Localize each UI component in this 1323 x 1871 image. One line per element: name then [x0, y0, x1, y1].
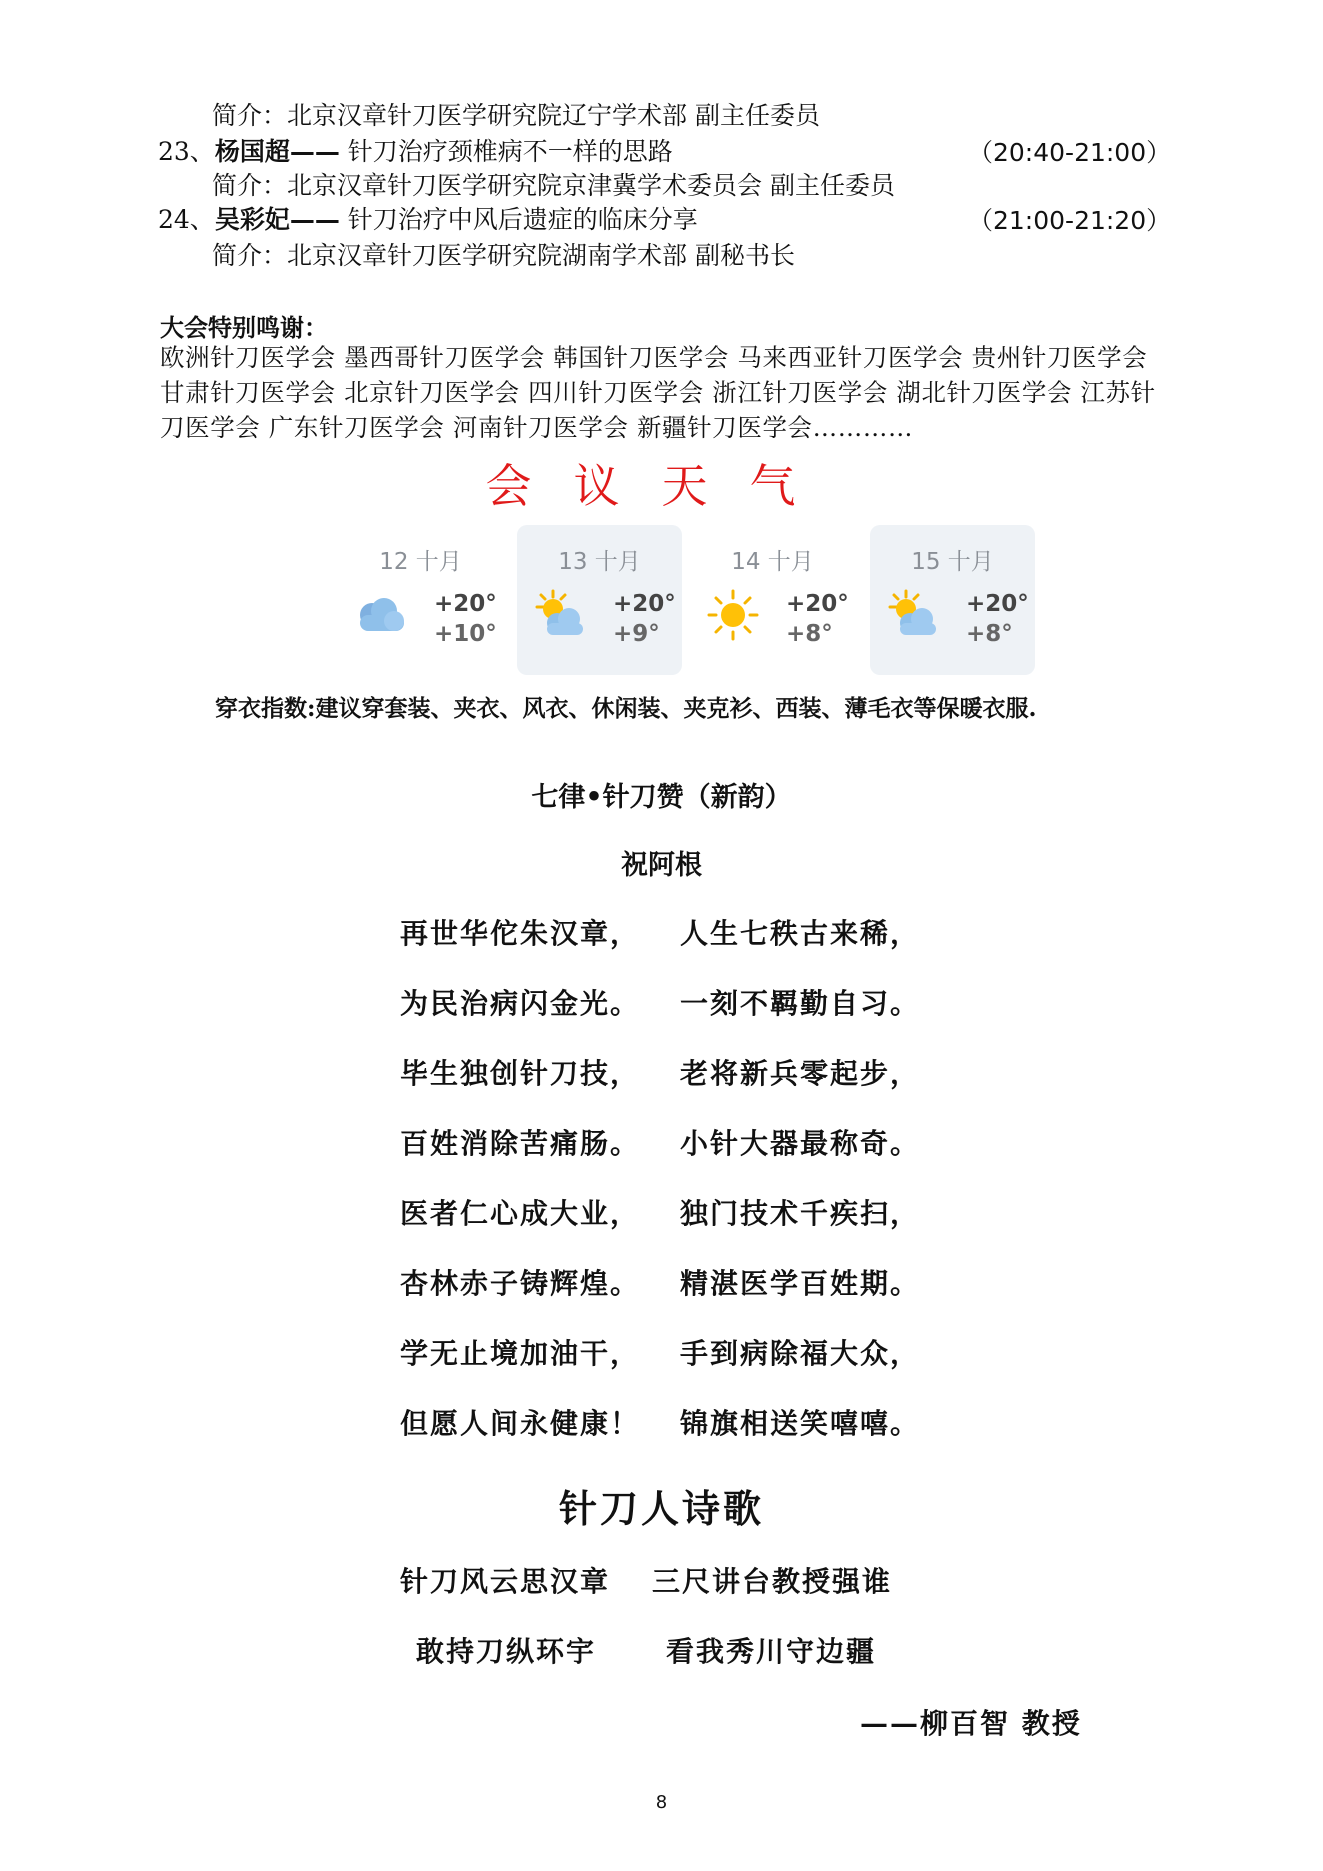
poem-line-right-7: 手到病除福大众，: [680, 1337, 921, 1370]
sun-cloud-icon: [529, 587, 591, 643]
speaker-number: 24、: [158, 205, 215, 234]
poem-line-left-7: 学无止境加油干，: [400, 1337, 641, 1370]
weather-date: 12 十月: [379, 549, 462, 575]
poem-line-right-5: 独门技术千疾扫，: [680, 1197, 921, 1230]
speaker-24-line: [158, 200, 698, 236]
poem-line-left-2: 为民治病闪金光。: [400, 987, 641, 1020]
poem-line-left-3: 毕生独创针刀技，: [400, 1057, 641, 1090]
speaker-23-time: （20:40-21:00）: [968, 138, 1172, 167]
sun-cloud-icon: [882, 587, 944, 643]
poem-line-right-2: 一刻不羁勤自习。: [680, 987, 921, 1020]
talk-topic: 针刀治疗中风后遗症的临床分享: [347, 205, 698, 234]
poem-line-left-6: 杏林赤子铸辉煌。: [400, 1267, 641, 1300]
song-line-2b: 看我秀川守边疆: [666, 1635, 877, 1668]
thanks-title: 大会特别鸣谢：: [160, 313, 328, 342]
speaker-23-intro: 简介：北京汉章针刀医学研究院京津冀学术委员会 副主任委员: [212, 171, 895, 200]
clothing-index: 穿衣指数:建议穿套装、夹衣、风衣、休闲装、夹克衫、西装、薄毛衣等保暖衣服.: [215, 695, 1037, 722]
poem-line-right-1: 人生七秩古来稀，: [680, 917, 921, 950]
speaker-24-time: （21:00-21:20）: [968, 206, 1172, 235]
weather-high: +20°: [434, 591, 497, 617]
sun-icon: [702, 587, 764, 643]
poem-line-left-8: 但愿人间永健康！: [400, 1407, 641, 1440]
weather-date: 14 十月: [731, 549, 814, 575]
weather-title: 会议天气: [485, 459, 838, 513]
poem-line-right-6: 精湛医学百姓期。: [680, 1267, 921, 1300]
page-number: 8: [655, 1792, 668, 1813]
speaker-name: 杨国超——: [214, 137, 340, 166]
weather-card-day3: [690, 525, 855, 675]
poem-line-right-3: 老将新兵零起步，: [680, 1057, 921, 1090]
weather-low: +9°: [613, 621, 660, 647]
cloud-icon: [350, 587, 412, 643]
weather-date: 15 十月: [911, 549, 994, 575]
song-title: 针刀人诗歌: [558, 1486, 764, 1531]
song-line-1a: 针刀风云思汉章: [400, 1565, 611, 1598]
thanks-body: 欧洲针刀医学会 墨西哥针刀医学会 韩国针刀医学会 马来西亚针刀医学会 贵州针刀医学会 甘肃针刀医学会 北京针刀医学会 四川针刀医学会 浙江针刀医学会 湖北针刀医学会 江苏针刀医学会 广东针刀医学会 河南针刀医学会 新疆针刀医学会…………: [160, 343, 1156, 442]
speaker-number: 23、: [158, 137, 215, 166]
poem-title: 七律•针刀赞（新韵）: [531, 782, 792, 813]
song-author: ——柳百智 教授: [860, 1707, 1082, 1740]
weather-card-day2: [517, 525, 682, 675]
speaker-22-intro: 简介：北京汉章针刀医学研究院辽宁学术部 副主任委员: [212, 101, 820, 130]
speaker-24-intro: 简介：北京汉章针刀医学研究院湖南学术部 副秘书长: [212, 241, 795, 270]
speaker-23-line: [158, 132, 673, 168]
weather-card-day4: [870, 525, 1035, 675]
song-line-2a: 敢持刀纵环宇: [416, 1635, 597, 1668]
weather-high: +20°: [786, 591, 849, 617]
speaker-name: 吴彩妃——: [214, 205, 340, 234]
talk-topic: 针刀治疗颈椎病不一样的思路: [347, 137, 673, 166]
weather-date: 13 十月: [558, 549, 641, 575]
poem-line-left-1: 再世华佗朱汉章，: [400, 917, 641, 950]
poem-line-right-4: 小针大器最称奇。: [680, 1127, 921, 1160]
song-line-1b: 三尺讲台教授强谁: [652, 1565, 893, 1598]
weather-card-day1: [338, 525, 503, 675]
poem-line-right-8: 锦旗相送笑嘻嘻。: [680, 1407, 921, 1440]
poem-author: 祝阿根: [621, 850, 702, 881]
poem-line-left-4: 百姓消除苦痛肠。: [400, 1127, 641, 1160]
weather-low: +8°: [786, 621, 833, 647]
poem-line-left-5: 医者仁心成大业，: [400, 1197, 641, 1230]
weather-low: +10°: [434, 621, 497, 647]
weather-low: +8°: [966, 621, 1013, 647]
weather-high: +20°: [613, 591, 676, 617]
weather-high: +20°: [966, 591, 1029, 617]
